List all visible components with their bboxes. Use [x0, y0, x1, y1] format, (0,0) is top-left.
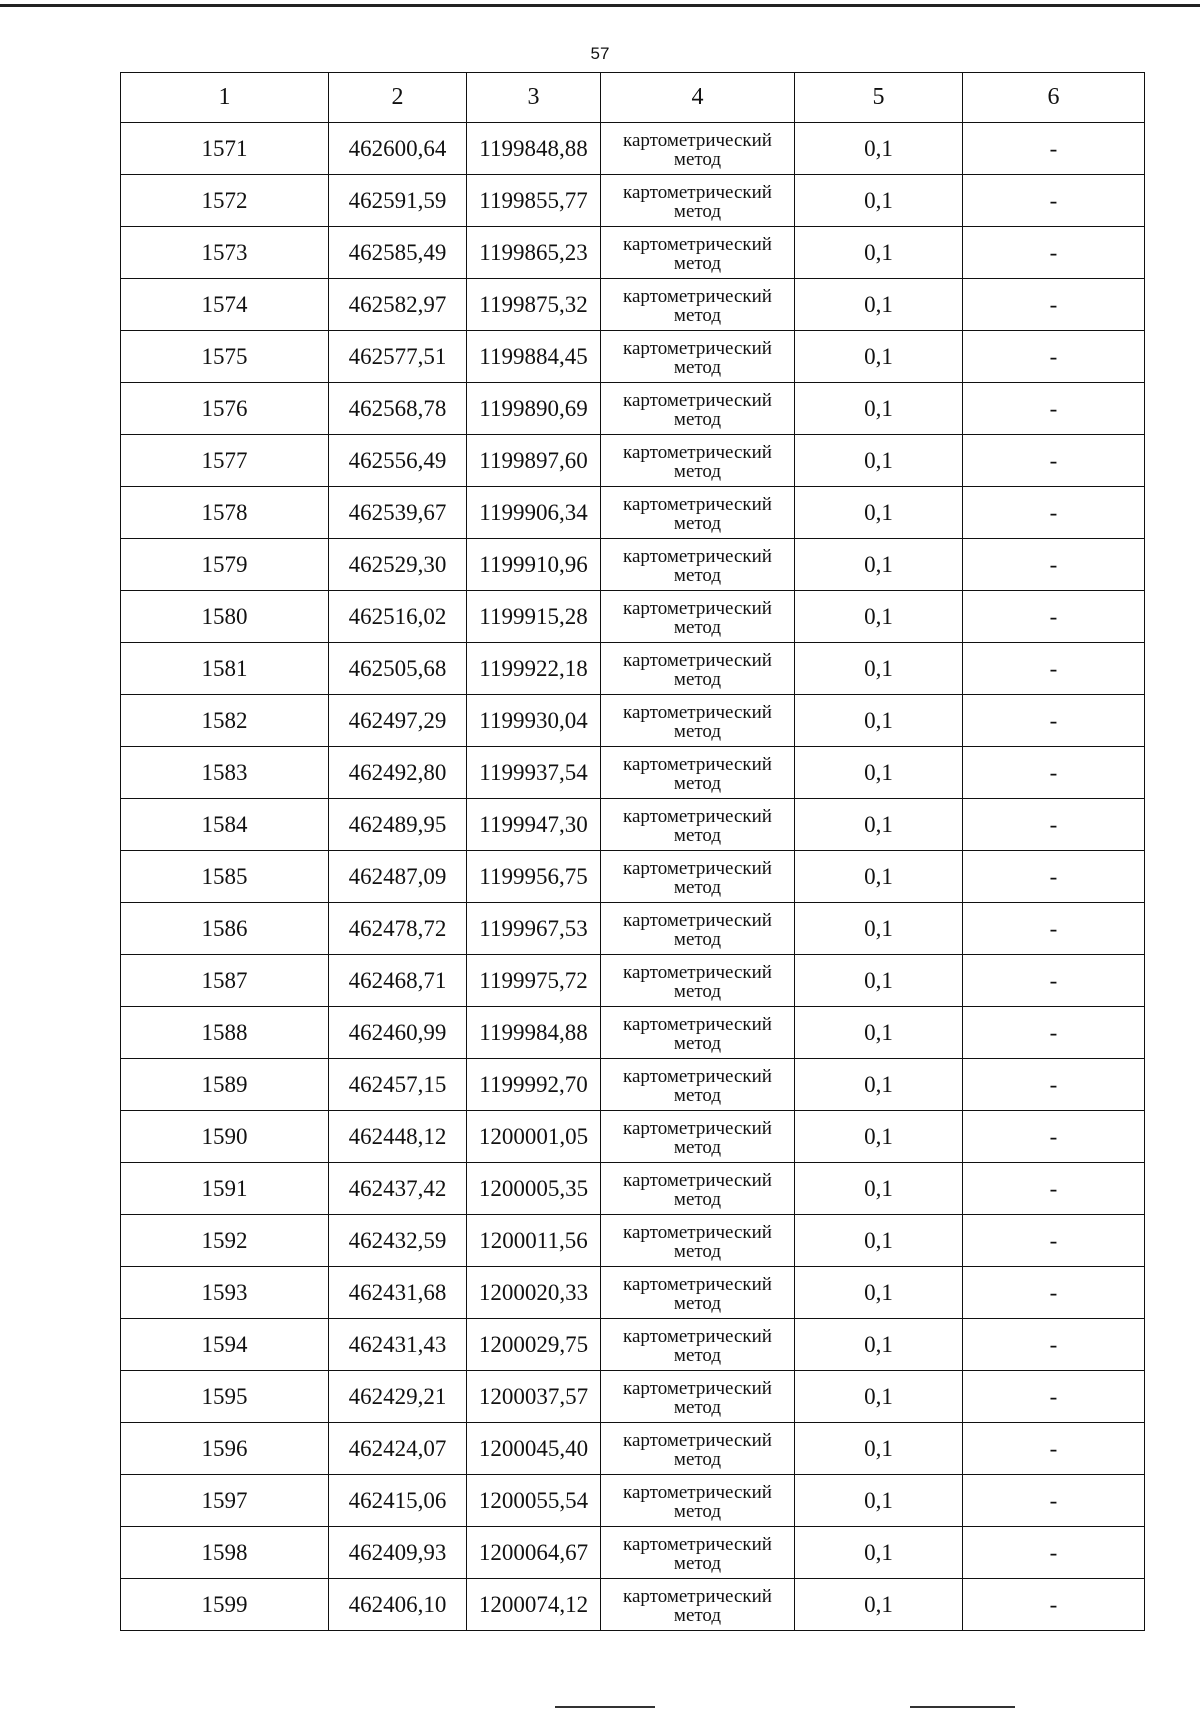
cell-point-number: 1584	[121, 799, 329, 851]
method-line-1: картометрический	[623, 961, 772, 983]
method-line-2: метод	[673, 1552, 722, 1574]
table-row	[121, 1007, 1145, 1059]
cell-coordinate-x: 462406,10	[329, 1579, 467, 1631]
cell-coordinate-x: 462431,43	[329, 1319, 467, 1371]
method-line-1: картометрический	[623, 1481, 772, 1503]
cell-accuracy: 0,1	[795, 1527, 963, 1579]
cell-note: -	[963, 643, 1145, 695]
table-row	[121, 487, 1145, 539]
cell-coordinate-y: 1200005,35	[467, 1163, 601, 1215]
cell-method	[601, 383, 795, 435]
cell-coordinate-y: 1200064,67	[467, 1527, 601, 1579]
cell-point-number: 1596	[121, 1423, 329, 1475]
table-row	[121, 175, 1145, 227]
cell-coordinate-y: 1199984,88	[467, 1007, 601, 1059]
table-row	[121, 903, 1145, 955]
cell-point-number: 1578	[121, 487, 329, 539]
cell-coordinate-y: 1199956,75	[467, 851, 601, 903]
cell-point-number: 1593	[121, 1267, 329, 1319]
cell-coordinate-x: 462487,09	[329, 851, 467, 903]
table-row	[121, 1579, 1145, 1631]
cell-point-number: 1597	[121, 1475, 329, 1527]
cell-coordinate-x: 462432,59	[329, 1215, 467, 1267]
cell-coordinate-x: 462415,06	[329, 1475, 467, 1527]
cell-point-number: 1589	[121, 1059, 329, 1111]
cell-coordinate-x: 462460,99	[329, 1007, 467, 1059]
table-row	[121, 747, 1145, 799]
column-header-3: 3	[467, 73, 601, 123]
cell-coordinate-y: 1199975,72	[467, 955, 601, 1007]
cell-coordinate-y: 1200020,33	[467, 1267, 601, 1319]
cell-method	[601, 435, 795, 487]
cell-note: -	[963, 903, 1145, 955]
table-row	[121, 331, 1145, 383]
method-line-2: метод	[673, 824, 722, 846]
cell-accuracy: 0,1	[795, 1215, 963, 1267]
cell-accuracy: 0,1	[795, 435, 963, 487]
cell-coordinate-x: 462556,49	[329, 435, 467, 487]
method-line-2: метод	[673, 720, 722, 742]
cell-accuracy: 0,1	[795, 1319, 963, 1371]
table-row	[121, 1267, 1145, 1319]
cell-note: -	[963, 591, 1145, 643]
method-line-2: метод	[673, 1084, 722, 1106]
cell-method	[601, 539, 795, 591]
cell-note: -	[963, 539, 1145, 591]
table-row	[121, 1059, 1145, 1111]
method-line-2: метод	[673, 1448, 722, 1470]
scan-bottom-mark	[555, 1706, 655, 1708]
method-line-2: метод	[673, 1188, 722, 1210]
cell-note: -	[963, 435, 1145, 487]
cell-method	[601, 903, 795, 955]
cell-note: -	[963, 1423, 1145, 1475]
method-line-1: картометрический	[623, 233, 772, 255]
cell-point-number: 1574	[121, 279, 329, 331]
cell-point-number: 1587	[121, 955, 329, 1007]
cell-note: -	[963, 487, 1145, 539]
cell-accuracy: 0,1	[795, 279, 963, 331]
cell-note: -	[963, 331, 1145, 383]
page-number: 57	[590, 44, 610, 63]
method-line-1: картометрический	[623, 285, 772, 307]
cell-method	[601, 175, 795, 227]
cell-coordinate-x: 462468,71	[329, 955, 467, 1007]
cell-accuracy: 0,1	[795, 1371, 963, 1423]
cell-coordinate-x: 462437,42	[329, 1163, 467, 1215]
cell-point-number: 1588	[121, 1007, 329, 1059]
cell-accuracy: 0,1	[795, 1475, 963, 1527]
cell-point-number: 1591	[121, 1163, 329, 1215]
method-line-1: картометрический	[623, 1013, 772, 1035]
method-line-2: метод	[673, 1292, 722, 1314]
cell-coordinate-y: 1199922,18	[467, 643, 601, 695]
method-line-2: метод	[673, 772, 722, 794]
cell-point-number: 1598	[121, 1527, 329, 1579]
cell-accuracy: 0,1	[795, 383, 963, 435]
table-row	[121, 643, 1145, 695]
cell-accuracy: 0,1	[795, 643, 963, 695]
method-line-1: картометрический	[623, 1221, 772, 1243]
cell-accuracy: 0,1	[795, 539, 963, 591]
table-row	[121, 1527, 1145, 1579]
cell-coordinate-x: 462409,93	[329, 1527, 467, 1579]
cell-coordinate-x: 462492,80	[329, 747, 467, 799]
cell-accuracy: 0,1	[795, 955, 963, 1007]
cell-method	[601, 1215, 795, 1267]
cell-coordinate-x: 462585,49	[329, 227, 467, 279]
scan-top-border	[0, 4, 1200, 7]
cell-coordinate-x: 462539,67	[329, 487, 467, 539]
cell-accuracy: 0,1	[795, 1111, 963, 1163]
cell-note: -	[963, 1267, 1145, 1319]
cell-method	[601, 227, 795, 279]
cell-method	[601, 1319, 795, 1371]
cell-point-number: 1583	[121, 747, 329, 799]
method-line-1: картометрический	[623, 1273, 772, 1295]
method-line-1: картометрический	[623, 1429, 772, 1451]
cell-coordinate-x: 462577,51	[329, 331, 467, 383]
cell-accuracy: 0,1	[795, 851, 963, 903]
column-header-5: 5	[795, 73, 963, 123]
table-header-row	[121, 73, 1145, 123]
cell-method	[601, 279, 795, 331]
cell-note: -	[963, 1111, 1145, 1163]
cell-method	[601, 1111, 795, 1163]
cell-coordinate-x: 462582,97	[329, 279, 467, 331]
cell-method	[601, 1163, 795, 1215]
cell-method	[601, 1475, 795, 1527]
cell-note: -	[963, 851, 1145, 903]
cell-method	[601, 851, 795, 903]
table-row	[121, 1163, 1145, 1215]
table-row	[121, 123, 1145, 175]
cell-point-number: 1581	[121, 643, 329, 695]
cell-note: -	[963, 175, 1145, 227]
cell-coordinate-y: 1199897,60	[467, 435, 601, 487]
cell-coordinate-y: 1199848,88	[467, 123, 601, 175]
cell-note: -	[963, 1163, 1145, 1215]
cell-note: -	[963, 383, 1145, 435]
method-line-2: метод	[673, 1136, 722, 1158]
cell-accuracy: 0,1	[795, 1579, 963, 1631]
cell-accuracy: 0,1	[795, 903, 963, 955]
column-header-6: 6	[963, 73, 1145, 123]
cell-coordinate-y: 1199930,04	[467, 695, 601, 747]
cell-coordinate-x: 462489,95	[329, 799, 467, 851]
cell-point-number: 1571	[121, 123, 329, 175]
method-line-2: метод	[673, 460, 722, 482]
column-header-4: 4	[601, 73, 795, 123]
scan-bottom-mark	[910, 1706, 1015, 1708]
method-line-1: картометрический	[623, 493, 772, 515]
method-line-1: картометрический	[623, 337, 772, 359]
cell-coordinate-x: 462505,68	[329, 643, 467, 695]
cell-note: -	[963, 1007, 1145, 1059]
method-line-2: метод	[673, 928, 722, 950]
cell-note: -	[963, 1527, 1145, 1579]
cell-method	[601, 799, 795, 851]
method-line-2: метод	[673, 252, 722, 274]
cell-point-number: 1585	[121, 851, 329, 903]
method-line-1: картометрический	[623, 649, 772, 671]
cell-accuracy: 0,1	[795, 331, 963, 383]
cell-coordinate-y: 1199865,23	[467, 227, 601, 279]
cell-accuracy: 0,1	[795, 1007, 963, 1059]
cell-accuracy: 0,1	[795, 747, 963, 799]
cell-coordinate-x: 462600,64	[329, 123, 467, 175]
cell-accuracy: 0,1	[795, 1267, 963, 1319]
table-body	[121, 123, 1145, 1631]
cell-coordinate-y: 1199855,77	[467, 175, 601, 227]
method-line-1: картометрический	[623, 1585, 772, 1607]
cell-method	[601, 643, 795, 695]
cell-accuracy: 0,1	[795, 799, 963, 851]
cell-coordinate-y: 1199884,45	[467, 331, 601, 383]
cell-coordinate-x: 462516,02	[329, 591, 467, 643]
table-row	[121, 851, 1145, 903]
cell-coordinate-y: 1199906,34	[467, 487, 601, 539]
table-row	[121, 1215, 1145, 1267]
method-line-1: картометрический	[623, 805, 772, 827]
cell-note: -	[963, 227, 1145, 279]
cell-point-number: 1592	[121, 1215, 329, 1267]
cell-coordinate-x: 462591,59	[329, 175, 467, 227]
column-header-1: 1	[121, 73, 329, 123]
cell-method	[601, 955, 795, 1007]
method-line-1: картометрический	[623, 909, 772, 931]
method-line-2: метод	[673, 1604, 722, 1626]
table-row	[121, 1111, 1145, 1163]
method-line-1: картометрический	[623, 597, 772, 619]
method-line-2: метод	[673, 304, 722, 326]
cell-method	[601, 1423, 795, 1475]
cell-point-number: 1579	[121, 539, 329, 591]
method-line-1: картометрический	[623, 1533, 772, 1555]
cell-accuracy: 0,1	[795, 227, 963, 279]
cell-method	[601, 695, 795, 747]
method-line-2: метод	[673, 148, 722, 170]
cell-point-number: 1599	[121, 1579, 329, 1631]
method-line-1: картометрический	[623, 1377, 772, 1399]
method-line-1: картометрический	[623, 1065, 772, 1087]
cell-coordinate-y: 1199875,32	[467, 279, 601, 331]
method-line-1: картометрический	[623, 1169, 772, 1191]
cell-point-number: 1586	[121, 903, 329, 955]
cell-note: -	[963, 123, 1145, 175]
cell-coordinate-x: 462478,72	[329, 903, 467, 955]
cell-method	[601, 1527, 795, 1579]
cell-coordinate-y: 1200001,05	[467, 1111, 601, 1163]
cell-accuracy: 0,1	[795, 1163, 963, 1215]
cell-coordinate-y: 1199947,30	[467, 799, 601, 851]
method-line-1: картометрический	[623, 1117, 772, 1139]
cell-note: -	[963, 695, 1145, 747]
table-row	[121, 227, 1145, 279]
cell-note: -	[963, 1371, 1145, 1423]
cell-point-number: 1572	[121, 175, 329, 227]
cell-note: -	[963, 1319, 1145, 1371]
method-line-1: картометрический	[623, 753, 772, 775]
table-row	[121, 1371, 1145, 1423]
method-line-1: картометрический	[623, 701, 772, 723]
cell-coordinate-x: 462457,15	[329, 1059, 467, 1111]
cell-method	[601, 331, 795, 383]
method-line-1: картометрический	[623, 857, 772, 879]
cell-accuracy: 0,1	[795, 1059, 963, 1111]
cell-coordinate-x: 462431,68	[329, 1267, 467, 1319]
method-line-2: метод	[673, 1396, 722, 1418]
cell-point-number: 1594	[121, 1319, 329, 1371]
cell-method	[601, 591, 795, 643]
table-row	[121, 695, 1145, 747]
cell-coordinate-y: 1200045,40	[467, 1423, 601, 1475]
method-line-2: метод	[673, 980, 722, 1002]
method-line-1: картометрический	[623, 1325, 772, 1347]
method-line-2: метод	[673, 564, 722, 586]
coordinates-table	[120, 72, 1145, 1631]
cell-coordinate-y: 1199967,53	[467, 903, 601, 955]
method-line-2: метод	[673, 1240, 722, 1262]
cell-accuracy: 0,1	[795, 123, 963, 175]
cell-note: -	[963, 1215, 1145, 1267]
cell-note: -	[963, 1059, 1145, 1111]
cell-coordinate-y: 1200055,54	[467, 1475, 601, 1527]
cell-method	[601, 1579, 795, 1631]
method-line-2: метод	[673, 512, 722, 534]
method-line-1: картометрический	[623, 129, 772, 151]
cell-point-number: 1573	[121, 227, 329, 279]
table-row	[121, 799, 1145, 851]
cell-note: -	[963, 747, 1145, 799]
cell-point-number: 1582	[121, 695, 329, 747]
cell-point-number: 1575	[121, 331, 329, 383]
cell-coordinate-x: 462497,29	[329, 695, 467, 747]
cell-coordinate-x: 462424,07	[329, 1423, 467, 1475]
cell-note: -	[963, 1475, 1145, 1527]
cell-coordinate-x: 462568,78	[329, 383, 467, 435]
method-line-2: метод	[673, 408, 722, 430]
table-row	[121, 1475, 1145, 1527]
cell-coordinate-x: 462448,12	[329, 1111, 467, 1163]
method-line-1: картометрический	[623, 545, 772, 567]
method-line-2: метод	[673, 668, 722, 690]
cell-method	[601, 747, 795, 799]
cell-coordinate-y: 1200011,56	[467, 1215, 601, 1267]
cell-coordinate-y: 1199890,69	[467, 383, 601, 435]
method-line-2: метод	[673, 1344, 722, 1366]
table-row	[121, 955, 1145, 1007]
method-line-2: метод	[673, 876, 722, 898]
method-line-2: метод	[673, 356, 722, 378]
cell-method	[601, 487, 795, 539]
method-line-1: картометрический	[623, 389, 772, 411]
cell-coordinate-y: 1199992,70	[467, 1059, 601, 1111]
cell-point-number: 1595	[121, 1371, 329, 1423]
method-line-1: картометрический	[623, 181, 772, 203]
cell-point-number: 1580	[121, 591, 329, 643]
cell-coordinate-y: 1200029,75	[467, 1319, 601, 1371]
cell-method	[601, 1059, 795, 1111]
cell-coordinate-y: 1199910,96	[467, 539, 601, 591]
cell-coordinate-y: 1200037,57	[467, 1371, 601, 1423]
cell-note: -	[963, 279, 1145, 331]
cell-coordinate-y: 1199915,28	[467, 591, 601, 643]
cell-coordinate-x: 462529,30	[329, 539, 467, 591]
cell-coordinate-x: 462429,21	[329, 1371, 467, 1423]
cell-accuracy: 0,1	[795, 487, 963, 539]
cell-coordinate-y: 1199937,54	[467, 747, 601, 799]
cell-note: -	[963, 799, 1145, 851]
table-row	[121, 1423, 1145, 1475]
table-row	[121, 591, 1145, 643]
method-line-1: картометрический	[623, 441, 772, 463]
cell-accuracy: 0,1	[795, 695, 963, 747]
cell-method	[601, 123, 795, 175]
table-row	[121, 279, 1145, 331]
cell-note: -	[963, 955, 1145, 1007]
table-row	[121, 383, 1145, 435]
table-row	[121, 1319, 1145, 1371]
cell-accuracy: 0,1	[795, 591, 963, 643]
cell-method	[601, 1371, 795, 1423]
cell-point-number: 1590	[121, 1111, 329, 1163]
method-line-2: метод	[673, 616, 722, 638]
cell-coordinate-y: 1200074,12	[467, 1579, 601, 1631]
method-line-2: метод	[673, 200, 722, 222]
method-line-2: метод	[673, 1032, 722, 1054]
table-row	[121, 539, 1145, 591]
cell-accuracy: 0,1	[795, 1423, 963, 1475]
cell-method	[601, 1007, 795, 1059]
table-row	[121, 435, 1145, 487]
cell-accuracy: 0,1	[795, 175, 963, 227]
cell-method	[601, 1267, 795, 1319]
method-line-2: метод	[673, 1500, 722, 1522]
column-header-2: 2	[329, 73, 467, 123]
cell-point-number: 1577	[121, 435, 329, 487]
cell-point-number: 1576	[121, 383, 329, 435]
cell-note: -	[963, 1579, 1145, 1631]
